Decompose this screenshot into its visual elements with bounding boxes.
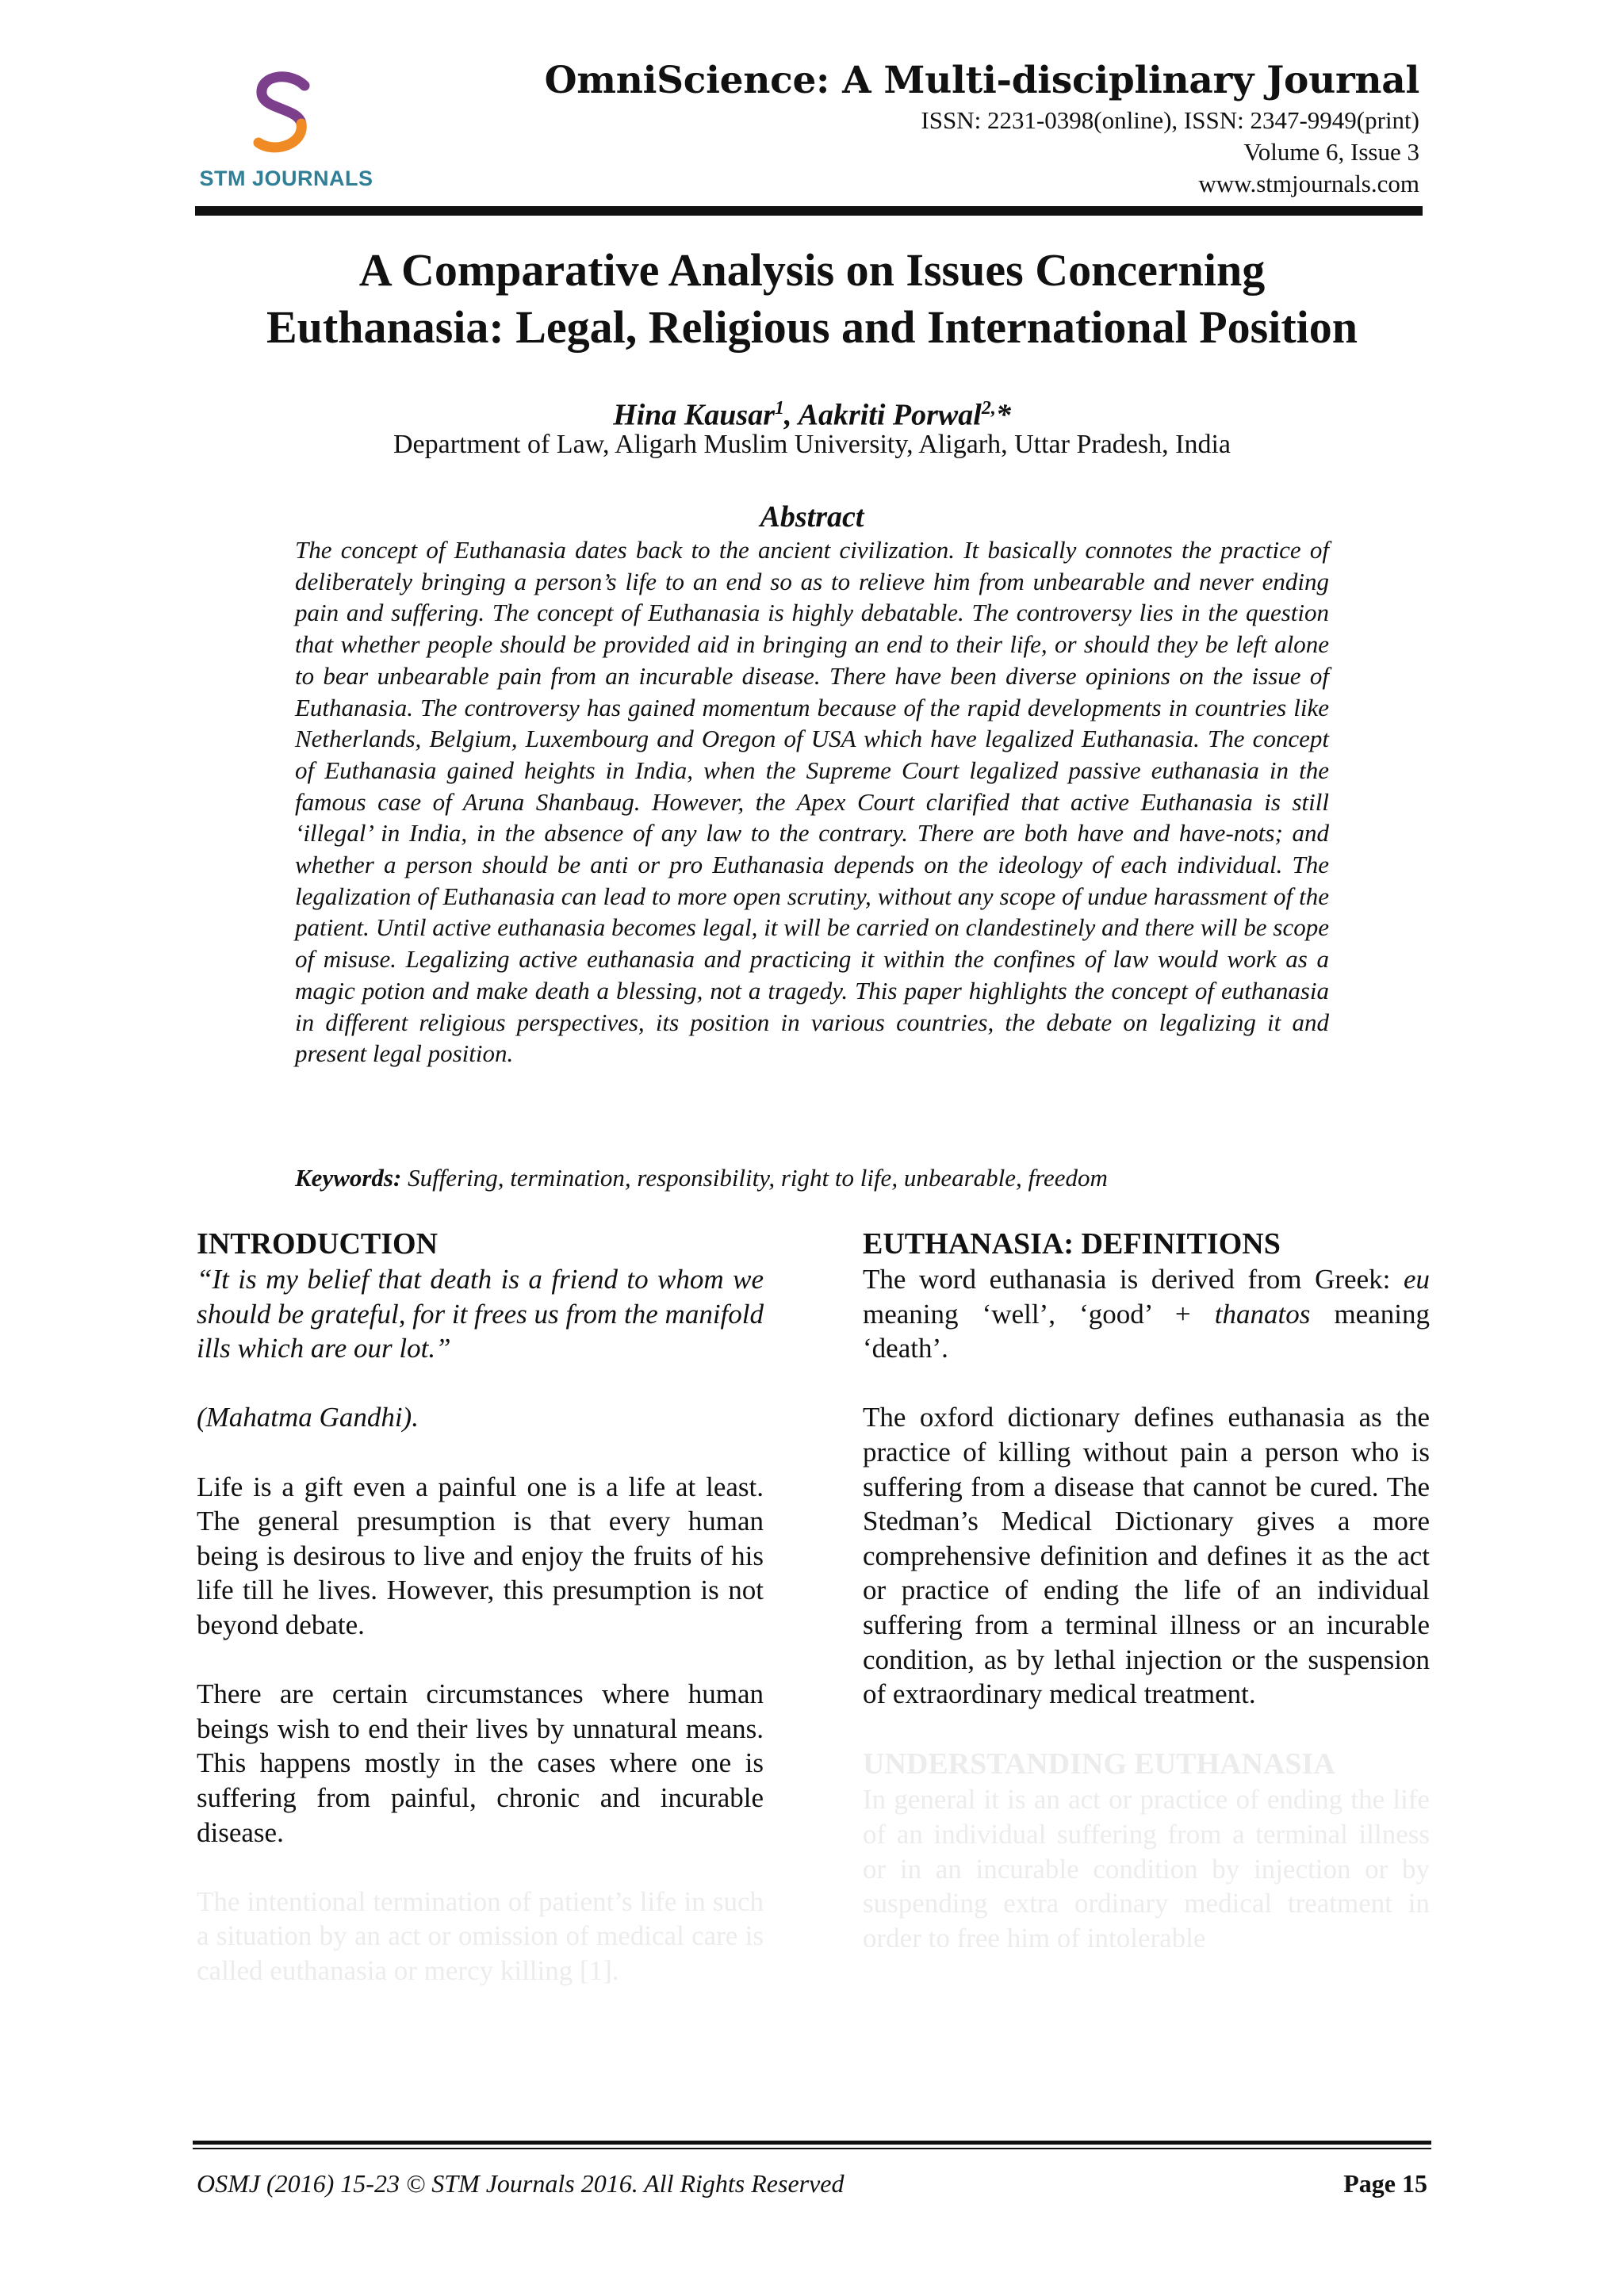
author-1-affiliation-mark: 1 [775, 398, 784, 419]
page-number: Page 15 [1343, 2169, 1427, 2198]
keywords [295, 1162, 1329, 1194]
definitions-text-c: meaning ‘death’. [863, 1298, 1430, 1364]
stm-s-logo-icon [243, 68, 330, 163]
author-separator: , [784, 398, 799, 432]
definitions-heading: EUTHANASIA: DEFINITIONS [863, 1227, 1281, 1261]
abstract-heading: Abstract [760, 500, 864, 534]
abstract-text: The concept of Euthanasia dates back to the ancient civilization. It basically connotes the practice of deliberately bringing a person’s life to an end so as to relieve him from unbearable and never ending pain and suffering. The concept of Euthanasia is highly debatable. The controversy lies in the question that whether people should be provided aid in bringing an end to their life, or should they be left alone to bear unbearable pain from an incurable disease. There have been diverse opinions on the issue of Euthanasia. The controversy has gained momentum because of the rapid developments in countries like Netherlands, Belgium, Luxembourg and Oregon of USA which have legalized Euthanasia. The concept of Euthanasia gained heights in India, when the Supreme Court legalized passive euthanasia in the famous case of Aruna Shanbaug. However, the Apex Court clarified that active Euthanasia is still ‘illegal’ in India, in the absence of any law to the contrary. There are both have and have-nots; and whether a person should be anti or pro Euthanasia depends on the ideology of each individual. The legalization of Euthanasia can lead to more open scrutiny, without any scope of undue harassment of the patient. Until active euthanasia becomes legal, it will be carried on clandestinely and there will be scope of misuse. Legalizing active euthanasia and practicing it within the confines of law would work as a magic potion and make death a blessing, not a tragedy. This paper highlights the concept of euthanasia in different religious perspectives, its position in various countries, the debate on legalizing it and present legal position. [295, 536, 1329, 1068]
understanding-paragraph: In general it is an act or practice of ending the life of an individual suffering from a terminal illness or in an incurable condition by injection or by suspending extra ordinary medical treatment in order to free him of intolerable [863, 1784, 1430, 1954]
footer-divider-thick [193, 2141, 1431, 2145]
author-1: Hina Kausar [613, 398, 775, 432]
introduction-heading: INTRODUCTION [197, 1227, 439, 1261]
greek-thanatos: thanatos [1214, 1298, 1311, 1330]
volume-issue: Volume 6, Issue 3 [1243, 138, 1419, 166]
left-column [197, 1226, 764, 2022]
introduction-paragraph-2: There are certain circumstances where human beings wish to end their lives by unnatural means. This happens mostly in the cases where one is suffering from painful, chronic and incurable disease. [197, 1678, 764, 1848]
title-line-2: Euthanasia: Legal, Religious and International Position [266, 301, 1358, 353]
keywords-list: Suffering, termination, responsibility, right to life, unbearable, freedom [408, 1164, 1108, 1192]
footer-divider-thin [193, 2148, 1431, 2149]
affiliation: Department of Law, Aligarh Muslim University, Aligarh, Uttar Pradesh, India [393, 430, 1231, 459]
definitions-text-a: The word euthanasia is derived from Greek: [863, 1264, 1404, 1295]
author-2: Aakriti Porwal [798, 398, 982, 432]
issn: ISSN: 2231-0398(online), ISSN: 2347-9949(print) [921, 106, 1419, 134]
definitions-paragraph-2: The oxford dictionary defines euthanasia as the practice of killing without pain a person who is suffering from a disease that cannot be cured. The Stedman’s Medical Dictionary gives a more comprehensive definition and defines it as the act or practice of ending the life of an individual suffering from a terminal illness or an incurable condition, as by lethal injection or the suspension of extraordinary medical treatment. [863, 1402, 1430, 1710]
right-column [863, 1226, 1430, 1990]
journal-info [545, 57, 1419, 200]
introduction-paragraph-1: Life is a gift even a painful one is a life at least. The general presumption is that every human being is desirous to live and enjoy the fruits of his life till he lives. However, this presumption is not beyond debate. [197, 1471, 764, 1640]
header-divider [195, 206, 1423, 216]
gandhi-quote: “It is my belief that death is a friend to whom we should be grateful, for it frees us from the manifold ills which are our lot.” [197, 1264, 764, 1364]
definitions-paragraph-1 [863, 1262, 1430, 1366]
greek-eu: eu [1403, 1264, 1430, 1295]
stm-journals-logo [195, 68, 377, 195]
quote-attribution: (Mahatma Gandhi). [197, 1402, 419, 1433]
corresponding-author-mark: * [995, 398, 1011, 432]
article-title [159, 242, 1465, 356]
introduction-paragraph-3-faded: The intentional termination of patient’s life in such a situation by an act or omission of medical care is called euthanasia or mercy killing [1]. [197, 1885, 764, 1986]
title-line-1: A Comparative Analysis on Issues Concerning [358, 244, 1266, 296]
definitions-text-b: meaning ‘well’, ‘good’ + [863, 1298, 1215, 1330]
understanding-section-faded [863, 1746, 1430, 1955]
keywords-label: Keywords: [295, 1164, 402, 1192]
understanding-heading: UNDERSTANDING EUTHANASIA [863, 1747, 1335, 1781]
journal-website: www.stmjournals.com [1198, 170, 1419, 197]
author-2-affiliation-mark: 2, [981, 398, 996, 419]
journal-name: OmniScience: A Multi-disciplinary Journal [544, 59, 1419, 102]
logo-text: STM JOURNALS [199, 166, 373, 190]
footer-citation: OSMJ (2016) 15-23 © STM Journals 2016. All Rights Reserved [197, 2169, 845, 2198]
